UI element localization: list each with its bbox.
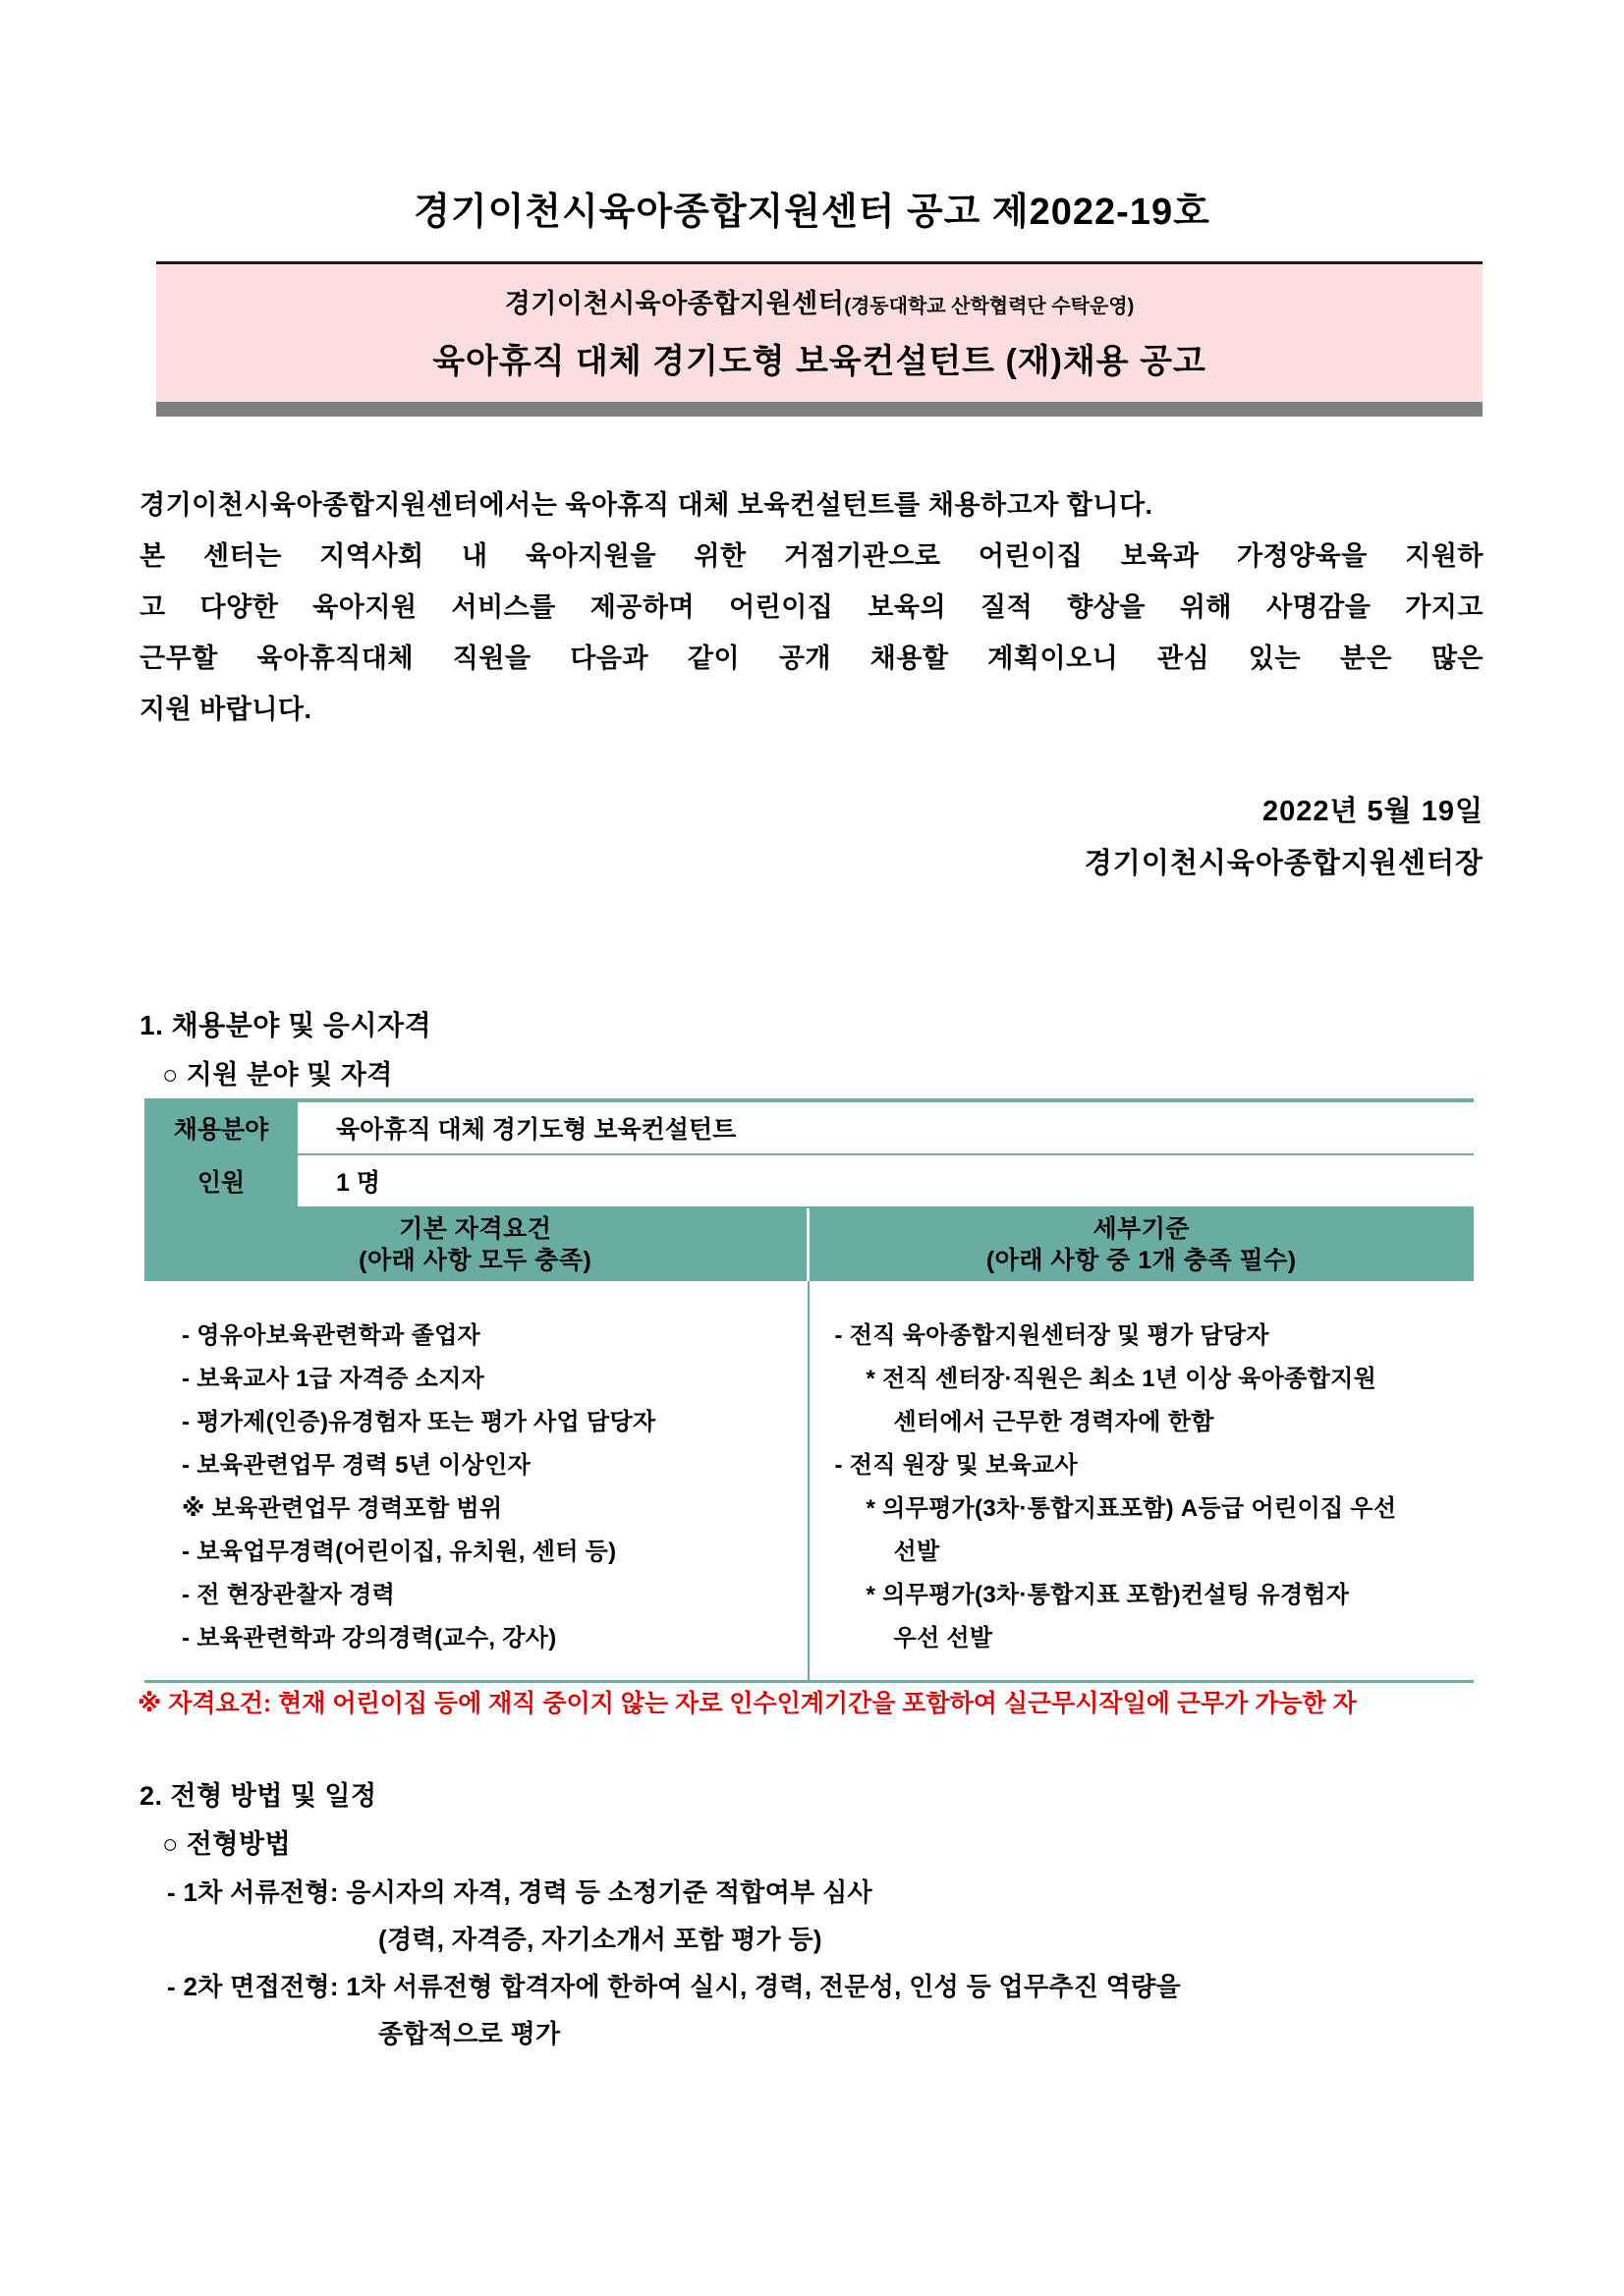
list-item: 종합적으로 평가 (378, 2019, 561, 2048)
intro-line: 근무할 육아휴직대체 직원을 다음과 같이 공개 채용할 계획이오니 관심 있는 분은 많은 (140, 644, 1484, 673)
criteria-header-left (144, 1208, 810, 1281)
list-item: ※ 보육관련업무 경력포함 범위 (182, 1495, 503, 1522)
intro-line: 지원 바랍니다. (140, 695, 312, 724)
banner-body (156, 261, 1483, 402)
banner-org-line (156, 282, 1483, 320)
table-row-field (144, 1102, 1474, 1155)
list-item: - 전직 육아종합지원센터장 및 평가 담당자 (834, 1322, 1269, 1349)
signature-date: 2022년 5월 19일 (1261, 796, 1484, 827)
criteria-header-title: 세부기준 (1092, 1215, 1191, 1243)
list-item: - 2차 면접전형: 1차 서류전형 합격자에 한하여 실시, 경력, 전문성, 인성 등 업무추진 역량을 (167, 1972, 1181, 2001)
row-value-cell: 육아휴직 대체 경기도형 보육컨설턴트 (301, 1102, 1474, 1153)
document-title: 경기이천시육아종합지원센터 공고 제2022-19호 (414, 192, 1210, 233)
list-item: - 평가제(인증)유경험자 또는 평가 사업 담당자 (182, 1409, 656, 1435)
list-item: 센터에서 근무한 경력자에 한함 (893, 1409, 1214, 1435)
list-item: - 전직 원장 및 보육교사 (834, 1452, 1079, 1479)
banner-org-suffix: (경동대학교 산학협력단 수탁운영) (844, 296, 1135, 317)
list-item: - 보육관련업무 경력 5년 이상인자 (182, 1452, 532, 1479)
criteria-header-subtitle: (아래 사항 모두 충족) (359, 1247, 592, 1274)
list-item: 우선 선발 (893, 1625, 993, 1652)
section1-heading: 1. 채용분야 및 응시자격 (140, 1010, 432, 1040)
signature-signer: 경기이천시육아종합지원센터장 (1084, 848, 1484, 879)
banner-recruitment-title: 육아휴직 대체 경기도형 보육컨설턴트 (재)채용 공고 (432, 343, 1206, 380)
table-row-headcount (144, 1155, 1474, 1208)
signature-block (1085, 786, 1484, 890)
selection-method-list (167, 1869, 1542, 2057)
row-label-cell: 채용분야 (144, 1102, 301, 1153)
list-item: - 영유아보육관련학과 졸업자 (182, 1322, 481, 1349)
list-item: - 보육업무경력(어린이집, 유치원, 센터 등) (182, 1539, 617, 1565)
criteria-body-row (144, 1281, 1474, 1680)
criteria-header-subtitle: (아래 사항 중 1개 충족 필수) (985, 1247, 1297, 1274)
list-item: - 전 현장관찰자 경력 (182, 1582, 396, 1608)
criteria-header-right (810, 1208, 1475, 1281)
list-item: - 보육관련학과 강의경력(교수, 강사) (182, 1625, 557, 1652)
intro-line: 경기이천시육아종합지원센터에서는 육아휴직 대체 보육컨설턴트를 채용하고자 합니다. (140, 490, 1153, 520)
row-value-cell: 1 명 (301, 1155, 1474, 1206)
intro-line: 본 센터는 지역사회 내 육아지원을 위한 거점기관으로 어린이집 보육과 가정양육을 지원하 (140, 541, 1484, 571)
intro-paragraph (140, 479, 1484, 735)
qualification-note: ※ 자격요건: 현재 어린이집 등에 재직 중이지 않는 자로 인수인계기간을 포함하여 실근무시작일에 근무가 가능한 자 (138, 1690, 1357, 1717)
list-item: * 의무평가(3차·통합지표 포함)컨설팅 유경험자 (866, 1582, 1350, 1608)
criteria-left-list (144, 1281, 810, 1680)
criteria-right-list (810, 1281, 1475, 1680)
section1-subheading: ○ 지원 분야 및 자격 (162, 1060, 393, 1090)
section2-subheading: ○ 전형방법 (162, 1829, 292, 1859)
criteria-header-row (144, 1208, 1474, 1281)
section2-heading: 2. 전형 방법 및 일정 (140, 1781, 377, 1811)
criteria-header-title: 기본 자격요건 (399, 1215, 552, 1243)
list-item: (경력, 자격증, 자기소개서 포함 평가 등) (378, 1925, 822, 1954)
row-label-cell: 인원 (144, 1155, 301, 1206)
banner-org-name: 경기이천시육아종합지원센터 (504, 289, 845, 318)
list-item: 선발 (893, 1539, 940, 1565)
list-item: * 전직 센터장·직원은 최소 1년 이상 육아종합지원 (866, 1366, 1377, 1392)
intro-line: 고 다양한 육아지원 서비스를 제공하며 어린이집 보육의 질적 향상을 위해 사명감을 가지고 (140, 592, 1484, 622)
list-item: * 의무평가(3차·통합지표포함) A등급 어린이집 우선 (866, 1495, 1397, 1522)
banner-gray-bar (156, 402, 1483, 417)
banner (156, 261, 1483, 417)
list-item: - 1차 서류전형: 응시자의 자격, 경력 등 소정기준 적합여부 심사 (167, 1877, 872, 1907)
list-item: - 보육교사 1급 자격증 소지자 (182, 1366, 485, 1392)
qualification-table (144, 1098, 1474, 1683)
